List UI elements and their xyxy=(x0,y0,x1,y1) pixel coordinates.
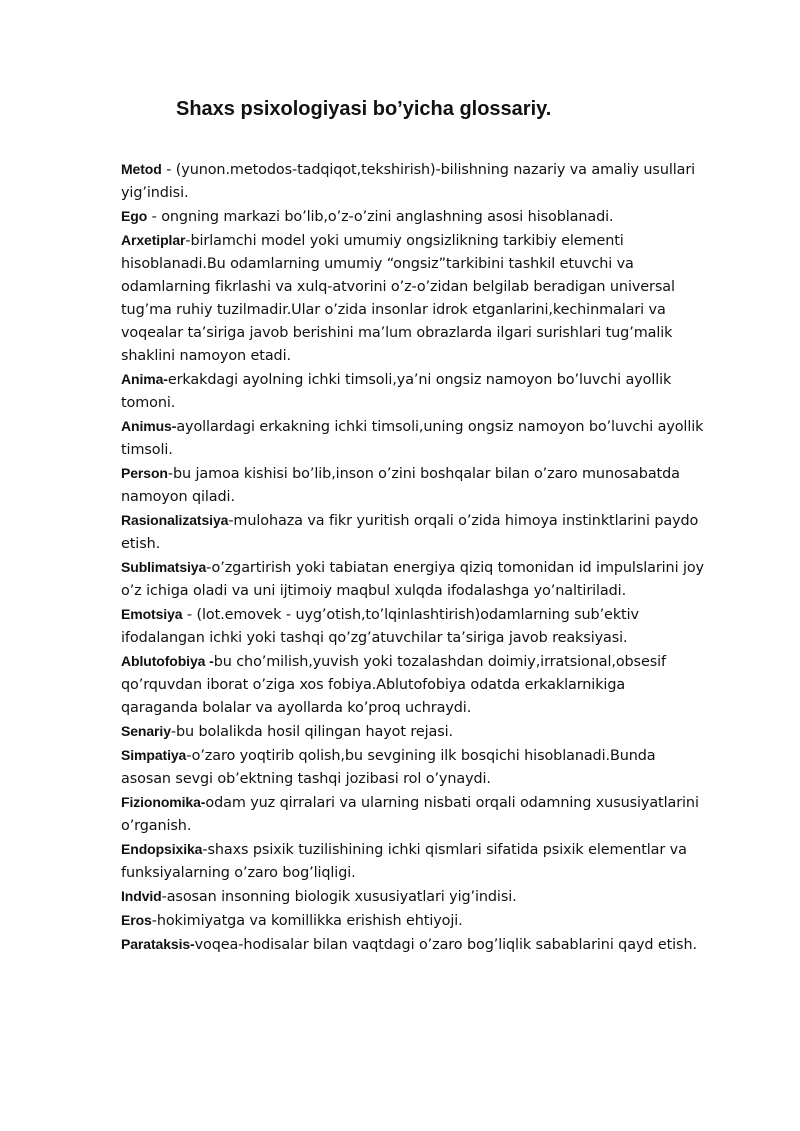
glossary-entry xyxy=(121,205,706,229)
glossary-definition: ayollardagi erkakning ichki timsoli,uning ongsiz namoyon bo’luvchi ayollik timsoli. xyxy=(121,419,704,458)
glossary-term: Indvid xyxy=(121,888,162,904)
glossary-entry xyxy=(121,556,706,603)
glossary-entry xyxy=(121,650,706,720)
glossary-term: Ego xyxy=(121,208,148,224)
glossary-term: Rasionalizatsiya xyxy=(121,512,229,528)
glossary-definition: erkakdagi ayolning ichki timsoli,ya’ni ongsiz namoyon bo’luvchi ayollik tomoni. xyxy=(121,372,672,411)
glossary-definition: -hokimiyatga va komillikka erishish ehtiyoji. xyxy=(151,913,463,929)
glossary-definition: - (yunon.metodos-tadqiqot,tekshirish)-bilishning nazariy va amaliy usullari yig’indisi. xyxy=(121,162,696,201)
glossary-term: Fizionomika- xyxy=(121,794,206,810)
glossary-definition: -shaxs psixik tuzilishining ichki qismlari sifatida psixik elementlar va funksiyalarning o’zaro bog’liqligi. xyxy=(121,842,687,881)
glossary-entry xyxy=(121,933,706,957)
glossary-entry xyxy=(121,368,706,415)
glossary-entry xyxy=(121,509,706,556)
glossary-entry xyxy=(121,720,706,744)
glossary-term: Sublimatsiya xyxy=(121,559,207,575)
glossary-definition: -o’zgartirish yoki tabiatan energiya qiziq tomonidan id impulslarini joy o’z ichiga oladi va uni ijtimoiy maqbul xulqda ifodalashga yo’naltiriladi. xyxy=(121,560,704,599)
glossary-definition: odam yuz qirralari va ularning nisbati orqali odamning xususiyatlarini o’rganish. xyxy=(121,795,699,834)
glossary-definition: bu cho’milish,yuvish yoki tozalashdan doimiy,irratsional,obsesif qo’rquvdan iborat o’ziga xos fobiya.Ablutofobiya odatda erkaklarnikiga qaraganda bolalar va ayollarda ko’proq uchraydi. xyxy=(121,654,666,716)
page-title: Shaxs psixologiyasi bo’yicha glossariy. xyxy=(176,98,552,120)
glossary-definition: voqea-hodisalar bilan vaqtdagi o’zaro bog’liqlik sabablarini qayd etish. xyxy=(194,937,697,953)
glossary-entry xyxy=(121,415,706,462)
glossary-list xyxy=(121,158,706,957)
glossary-term: Emotsiya xyxy=(121,606,183,622)
glossary-entry xyxy=(121,791,706,838)
glossary-entry xyxy=(121,158,706,205)
glossary-term: Person xyxy=(121,465,168,481)
glossary-term: Ablutofobiya - xyxy=(121,653,214,669)
glossary-definition: -birlamchi model yoki umumiy ongsizlikning tarkibiy elementi hisoblanadi.Bu odamlarning umumiy “ongsiz”tarkibini tashkil etuvchi va odamlarning fikrlashi va xulq-atvorini o’z-o’zidan belgilab beradigan universal tug’ma ruhiy tuzilmadir.Ular o’zida insonlar idrok etganlarini,kechinmalari va voqealar ta’siriga javob berishini ma’lum obrazlarda ilgari surishlari tug’malik shaklini namoyon etadi. xyxy=(121,233,675,364)
glossary-term: Metod xyxy=(121,161,162,177)
glossary-entry xyxy=(121,838,706,885)
glossary-definition: -bu bolalikda hosil qilingan hayot rejasi. xyxy=(170,724,454,740)
glossary-term: Arxetiplar xyxy=(121,232,186,248)
glossary-definition: -o’zaro yoqtirib qolish,bu sevgining ilk bosqichi hisoblanadi.Bunda asosan sevgi ob’ektning tashqi jozibasi rol o’ynaydi. xyxy=(121,748,656,787)
glossary-term: Simpatiya xyxy=(121,747,187,763)
glossary-entry xyxy=(121,744,706,791)
glossary-entry xyxy=(121,229,706,368)
glossary-term: Eros xyxy=(121,912,152,928)
glossary-entry xyxy=(121,885,706,909)
glossary-entry xyxy=(121,603,706,650)
glossary-term: Endopsixika xyxy=(121,841,203,857)
glossary-definition: -asosan insonning biologik xususiyatlari yig’indisi. xyxy=(161,889,517,905)
glossary-term: Anima- xyxy=(121,371,168,387)
glossary-term: Parataksis- xyxy=(121,936,195,952)
glossary-definition: - ongning markazi bo’lib,o’z-o’zini anglashning asosi hisoblanadi. xyxy=(147,209,614,225)
glossary-definition: -mulohaza va fikr yuritish orqali o’zida himoya instinktlarini paydo etish. xyxy=(121,513,699,552)
glossary-definition: -bu jamoa kishisi bo’lib,inson o’zini boshqalar bilan o’zaro munosabatda namoyon qiladi. xyxy=(121,466,680,505)
glossary-entry xyxy=(121,462,706,509)
glossary-entry xyxy=(121,909,706,933)
glossary-term: Animus- xyxy=(121,418,177,434)
glossary-term: Senariy xyxy=(121,723,171,739)
glossary-definition: - (lot.emovek - uyg’otish,to’lqinlashtirish)odamlarning sub’ektiv ifodalangan ichki yoki tashqi qo’zg’atuvchilar ta’siriga javob reaksiyasi. xyxy=(121,607,639,646)
